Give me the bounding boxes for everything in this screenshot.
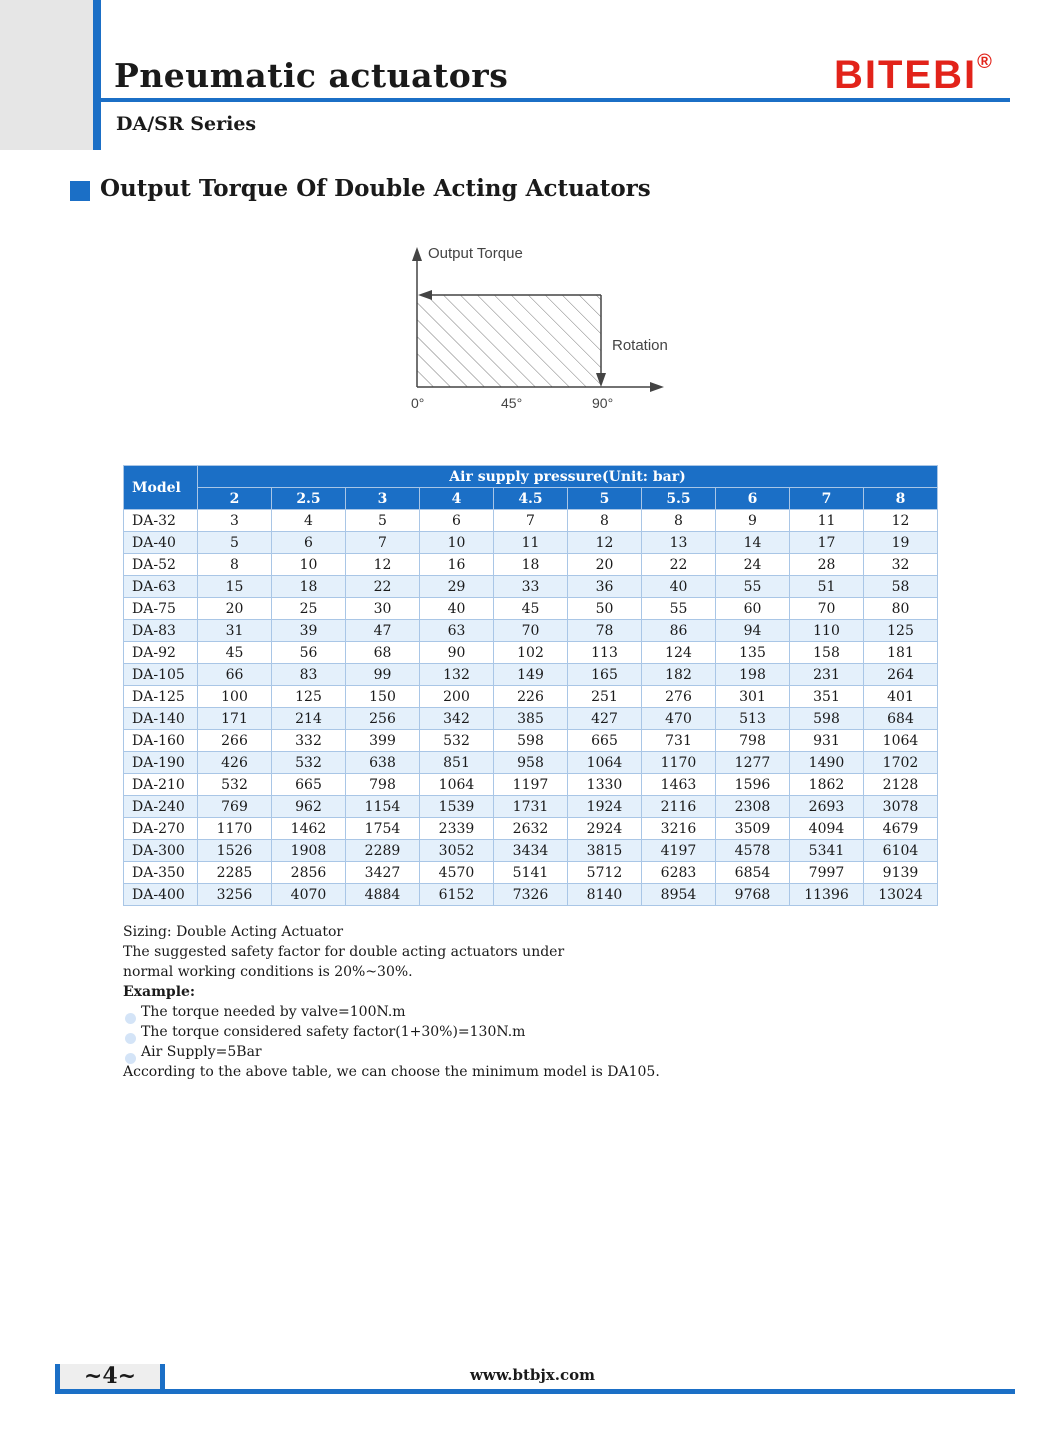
torque-cell: 124 (642, 642, 716, 664)
torque-cell: 14 (716, 532, 790, 554)
pressure-header-cell: 2.5 (272, 488, 346, 510)
example-label: Example: (123, 984, 196, 1000)
torque-cell: 51 (790, 576, 864, 598)
table-row (124, 774, 938, 796)
section-title: Output Torque Of Double Acting Actuators (100, 175, 651, 202)
model-cell: DA-350 (124, 862, 198, 884)
torque-cell: 3216 (642, 818, 716, 840)
model-cell: DA-32 (124, 510, 198, 532)
model-cell: DA-63 (124, 576, 198, 598)
torque-cell: 1526 (198, 840, 272, 862)
table-row (124, 862, 938, 884)
model-cell: DA-92 (124, 642, 198, 664)
torque-cell: 29 (420, 576, 494, 598)
torque-cell: 1197 (494, 774, 568, 796)
torque-cell: 2289 (346, 840, 420, 862)
torque-cell: 4197 (642, 840, 716, 862)
torque-cell: 198 (716, 664, 790, 686)
torque-cell: 4679 (864, 818, 938, 840)
corner-block (0, 0, 95, 150)
torque-cell: 532 (198, 774, 272, 796)
table-row (124, 708, 938, 730)
torque-cell: 226 (494, 686, 568, 708)
torque-cell: 80 (864, 598, 938, 620)
torque-cell: 7997 (790, 862, 864, 884)
table-row (124, 598, 938, 620)
table-row (124, 554, 938, 576)
torque-cell: 401 (864, 686, 938, 708)
torque-cell: 6854 (716, 862, 790, 884)
torque-cell: 78 (568, 620, 642, 642)
y-axis-arrow-icon (412, 247, 422, 261)
torque-cell: 66 (198, 664, 272, 686)
torque-cell: 100 (198, 686, 272, 708)
torque-cell: 3427 (346, 862, 420, 884)
torque-cell: 55 (642, 598, 716, 620)
model-cell: DA-270 (124, 818, 198, 840)
torque-cell: 6152 (420, 884, 494, 906)
rotation-label: Rotation (612, 337, 668, 354)
torque-cell: 9139 (864, 862, 938, 884)
section-bullet-icon (70, 181, 90, 201)
table-row (124, 642, 938, 664)
notes-line-3: normal working conditions is 20%~30%. (123, 964, 413, 980)
torque-cell: 4578 (716, 840, 790, 862)
torque-cell: 31 (198, 620, 272, 642)
torque-cell: 45 (494, 598, 568, 620)
pressure-header-cell: 8 (864, 488, 938, 510)
model-cell: DA-75 (124, 598, 198, 620)
sizing-notes (123, 922, 660, 1082)
torque-cell: 931 (790, 730, 864, 752)
notes-conclusion: According to the above table, we can choose the minimum model is DA105. (123, 1064, 660, 1080)
example-bullet (123, 1022, 660, 1042)
pressure-header-row (124, 488, 938, 510)
model-cell: DA-210 (124, 774, 198, 796)
torque-cell: 351 (790, 686, 864, 708)
torque-cell: 958 (494, 752, 568, 774)
torque-cell: 5141 (494, 862, 568, 884)
torque-cell: 11 (790, 510, 864, 532)
torque-cell: 13024 (864, 884, 938, 906)
torque-cell: 150 (346, 686, 420, 708)
torque-cell: 4070 (272, 884, 346, 906)
table-body (124, 510, 938, 906)
torque-cell: 83 (272, 664, 346, 686)
torque-cell: 665 (272, 774, 346, 796)
torque-cell: 47 (346, 620, 420, 642)
torque-cell: 3 (198, 510, 272, 532)
table-row (124, 884, 938, 906)
torque-cell: 342 (420, 708, 494, 730)
torque-diagram (400, 235, 690, 424)
tick-label-90: 90° (592, 395, 614, 411)
table-row (124, 840, 938, 862)
pressure-header-cell: 7 (790, 488, 864, 510)
pressure-group-header: Air supply pressure(Unit: bar) (198, 466, 938, 488)
torque-cell: 182 (642, 664, 716, 686)
torque-cell: 30 (346, 598, 420, 620)
torque-cell: 332 (272, 730, 346, 752)
model-column-header: Model (124, 466, 198, 510)
torque-cell: 20 (198, 598, 272, 620)
torque-cell: 102 (494, 642, 568, 664)
torque-cell: 1277 (716, 752, 790, 774)
notes-line-1: Sizing: Double Acting Actuator (123, 924, 344, 940)
torque-table (123, 465, 938, 906)
page-title: Pneumatic actuators (114, 56, 509, 95)
torque-cell: 11396 (790, 884, 864, 906)
torque-cell: 8954 (642, 884, 716, 906)
brand-name: BITEBI (834, 53, 978, 97)
torque-cell: 1170 (642, 752, 716, 774)
model-cell: DA-400 (124, 884, 198, 906)
torque-cell: 171 (198, 708, 272, 730)
pressure-header-cell: 4.5 (494, 488, 568, 510)
torque-cell: 4884 (346, 884, 420, 906)
torque-cell: 11 (494, 532, 568, 554)
torque-cell: 2339 (420, 818, 494, 840)
torque-cell: 5 (346, 510, 420, 532)
torque-cell: 5 (198, 532, 272, 554)
torque-cell: 1539 (420, 796, 494, 818)
torque-cell: 165 (568, 664, 642, 686)
torque-cell: 17 (790, 532, 864, 554)
torque-cell: 12 (864, 510, 938, 532)
torque-cell: 68 (346, 642, 420, 664)
torque-cell: 1064 (568, 752, 642, 774)
torque-cell: 158 (790, 642, 864, 664)
torque-cell: 90 (420, 642, 494, 664)
torque-cell: 125 (864, 620, 938, 642)
torque-cell: 6104 (864, 840, 938, 862)
torque-cell: 24 (716, 554, 790, 576)
model-cell: DA-190 (124, 752, 198, 774)
torque-cell: 1462 (272, 818, 346, 840)
torque-cell: 125 (272, 686, 346, 708)
torque-cell: 251 (568, 686, 642, 708)
model-cell: DA-160 (124, 730, 198, 752)
header-rule (101, 98, 1010, 102)
pressure-header-cell: 5.5 (642, 488, 716, 510)
torque-cell: 39 (272, 620, 346, 642)
torque-cell: 94 (716, 620, 790, 642)
torque-cell: 385 (494, 708, 568, 730)
table-row (124, 664, 938, 686)
torque-diagram-svg (400, 235, 690, 420)
torque-cell: 3509 (716, 818, 790, 840)
torque-cell: 2308 (716, 796, 790, 818)
model-cell: DA-240 (124, 796, 198, 818)
torque-cell: 798 (716, 730, 790, 752)
torque-cell: 851 (420, 752, 494, 774)
example-bullet-text: The torque considered safety factor(1+30%)=130N.m (141, 1024, 526, 1040)
example-bullet (123, 1002, 660, 1022)
table-row (124, 730, 938, 752)
table-row (124, 686, 938, 708)
model-cell: DA-105 (124, 664, 198, 686)
torque-cell: 3052 (420, 840, 494, 862)
corner-accent-bar (93, 0, 101, 150)
torque-cell: 16 (420, 554, 494, 576)
torque-cell: 19 (864, 532, 938, 554)
torque-cell: 6283 (642, 862, 716, 884)
torque-cell: 4 (272, 510, 346, 532)
torque-cell: 10 (420, 532, 494, 554)
footer-rule (55, 1389, 1015, 1394)
torque-cell: 110 (790, 620, 864, 642)
torque-cell: 798 (346, 774, 420, 796)
torque-cell: 2128 (864, 774, 938, 796)
torque-cell: 1330 (568, 774, 642, 796)
torque-cell: 6 (272, 532, 346, 554)
torque-cell: 12 (568, 532, 642, 554)
torque-cell: 15 (198, 576, 272, 598)
table-row (124, 510, 938, 532)
torque-cell: 3815 (568, 840, 642, 862)
torque-cell: 2116 (642, 796, 716, 818)
torque-cell: 2856 (272, 862, 346, 884)
torque-cell: 1596 (716, 774, 790, 796)
torque-cell: 7 (494, 510, 568, 532)
table-row (124, 796, 938, 818)
torque-cell: 40 (420, 598, 494, 620)
table-row (124, 620, 938, 642)
torque-cell: 513 (716, 708, 790, 730)
torque-cell: 5341 (790, 840, 864, 862)
pressure-header-cell: 5 (568, 488, 642, 510)
example-bullet-text: The torque needed by valve=100N.m (141, 1004, 406, 1020)
table-row (124, 576, 938, 598)
page-number: ~4~ (83, 1363, 137, 1389)
torque-cell: 8 (198, 554, 272, 576)
torque-cell: 598 (790, 708, 864, 730)
torque-cell: 276 (642, 686, 716, 708)
torque-cell: 4094 (790, 818, 864, 840)
torque-cell: 8 (642, 510, 716, 532)
torque-cell: 28 (790, 554, 864, 576)
tick-label-45: 45° (501, 395, 523, 411)
torque-cell: 33 (494, 576, 568, 598)
torque-cell: 1154 (346, 796, 420, 818)
torque-cell: 1908 (272, 840, 346, 862)
torque-cell: 1731 (494, 796, 568, 818)
torque-cell: 45 (198, 642, 272, 664)
torque-cell: 731 (642, 730, 716, 752)
tick-label-0: 0° (411, 395, 425, 411)
pressure-header-cell: 3 (346, 488, 420, 510)
torque-cell: 638 (346, 752, 420, 774)
torque-cell: 36 (568, 576, 642, 598)
torque-cell: 214 (272, 708, 346, 730)
page-subtitle: DA/SR Series (116, 113, 257, 135)
torque-cell: 70 (790, 598, 864, 620)
torque-cell: 962 (272, 796, 346, 818)
torque-cell: 1924 (568, 796, 642, 818)
torque-cell: 1702 (864, 752, 938, 774)
torque-cell: 3434 (494, 840, 568, 862)
torque-cell: 264 (864, 664, 938, 686)
bullet-dot-icon (125, 1053, 136, 1064)
torque-cell: 598 (494, 730, 568, 752)
model-cell: DA-300 (124, 840, 198, 862)
torque-cell: 2285 (198, 862, 272, 884)
torque-cell: 3078 (864, 796, 938, 818)
torque-cell: 25 (272, 598, 346, 620)
torque-cell: 135 (716, 642, 790, 664)
brand-logo (834, 50, 992, 98)
torque-cell: 231 (790, 664, 864, 686)
table-row (124, 752, 938, 774)
pressure-header-cell: 2 (198, 488, 272, 510)
torque-cell: 6 (420, 510, 494, 532)
torque-cell: 55 (716, 576, 790, 598)
torque-cell: 1490 (790, 752, 864, 774)
torque-cell: 426 (198, 752, 272, 774)
torque-cell: 7 (346, 532, 420, 554)
torque-cell: 1463 (642, 774, 716, 796)
torque-cell: 99 (346, 664, 420, 686)
torque-cell: 58 (864, 576, 938, 598)
torque-cell: 532 (420, 730, 494, 752)
x-axis-arrow-icon (650, 382, 664, 392)
torque-cell: 18 (494, 554, 568, 576)
notes-line-2: The suggested safety factor for double acting actuators under (123, 944, 565, 960)
torque-cell: 470 (642, 708, 716, 730)
torque-cell: 56 (272, 642, 346, 664)
example-bullet-text: Air Supply=5Bar (141, 1044, 262, 1060)
model-cell: DA-40 (124, 532, 198, 554)
y-axis-label: Output Torque (428, 245, 523, 262)
torque-cell: 2632 (494, 818, 568, 840)
torque-cell: 20 (568, 554, 642, 576)
table-row (124, 818, 938, 840)
torque-cell: 4570 (420, 862, 494, 884)
hatched-area (417, 295, 601, 387)
torque-cell: 13 (642, 532, 716, 554)
torque-cell: 3256 (198, 884, 272, 906)
torque-cell: 266 (198, 730, 272, 752)
model-cell: DA-125 (124, 686, 198, 708)
torque-cell: 399 (346, 730, 420, 752)
torque-cell: 32 (864, 554, 938, 576)
torque-cell: 1064 (420, 774, 494, 796)
torque-cell: 769 (198, 796, 272, 818)
torque-cell: 9768 (716, 884, 790, 906)
pressure-header-cell: 6 (716, 488, 790, 510)
torque-cell: 200 (420, 686, 494, 708)
torque-cell: 301 (716, 686, 790, 708)
torque-cell: 113 (568, 642, 642, 664)
torque-cell: 40 (642, 576, 716, 598)
model-cell: DA-52 (124, 554, 198, 576)
registered-mark: ® (977, 50, 992, 73)
torque-cell: 70 (494, 620, 568, 642)
torque-cell: 2693 (790, 796, 864, 818)
torque-cell: 50 (568, 598, 642, 620)
torque-cell: 8140 (568, 884, 642, 906)
torque-cell: 5712 (568, 862, 642, 884)
torque-cell: 12 (346, 554, 420, 576)
torque-cell: 86 (642, 620, 716, 642)
table-row (124, 532, 938, 554)
example-bullet (123, 1042, 660, 1062)
torque-cell: 10 (272, 554, 346, 576)
torque-cell: 149 (494, 664, 568, 686)
torque-cell: 1862 (790, 774, 864, 796)
model-cell: DA-83 (124, 620, 198, 642)
torque-cell: 1170 (198, 818, 272, 840)
torque-cell: 7326 (494, 884, 568, 906)
torque-cell: 1754 (346, 818, 420, 840)
torque-cell: 132 (420, 664, 494, 686)
torque-cell: 181 (864, 642, 938, 664)
torque-cell: 427 (568, 708, 642, 730)
footer-url: www.btbjx.com (470, 1366, 595, 1384)
pressure-header-cell: 4 (420, 488, 494, 510)
torque-cell: 22 (346, 576, 420, 598)
torque-cell: 18 (272, 576, 346, 598)
torque-cell: 22 (642, 554, 716, 576)
torque-cell: 60 (716, 598, 790, 620)
torque-cell: 684 (864, 708, 938, 730)
torque-cell: 665 (568, 730, 642, 752)
torque-cell: 2924 (568, 818, 642, 840)
torque-cell: 63 (420, 620, 494, 642)
torque-cell: 9 (716, 510, 790, 532)
model-cell: DA-140 (124, 708, 198, 730)
torque-cell: 256 (346, 708, 420, 730)
torque-cell: 1064 (864, 730, 938, 752)
torque-cell: 532 (272, 752, 346, 774)
torque-cell: 8 (568, 510, 642, 532)
